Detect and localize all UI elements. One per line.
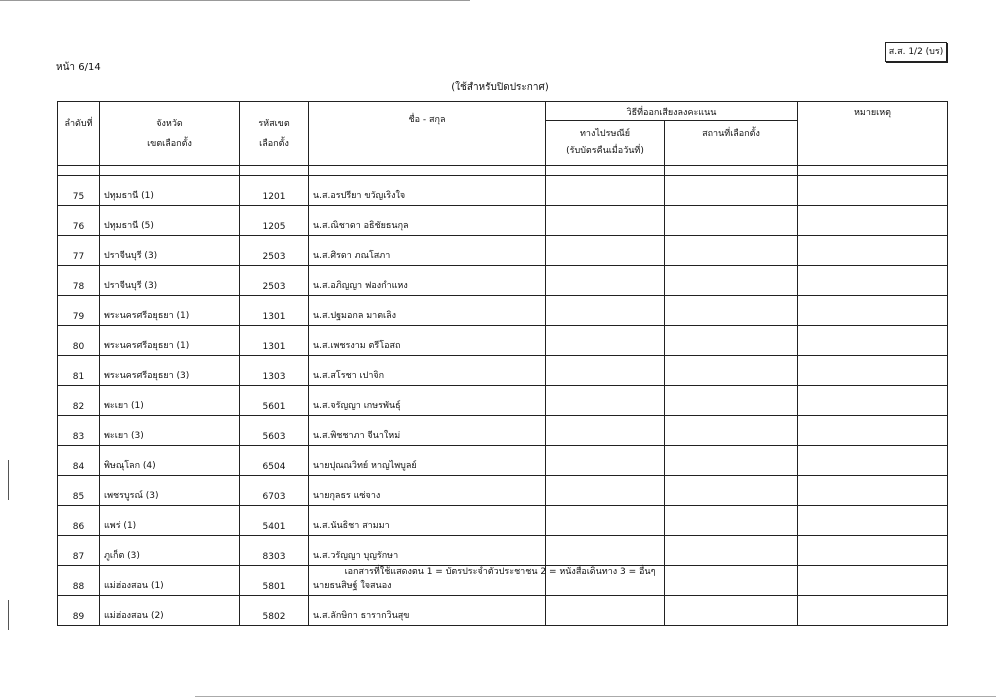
row-name: นายกุลธร แซ่จาง — [309, 476, 546, 506]
row-polling-place — [665, 476, 798, 506]
row-province: แม่ฮ่องสอน (1) — [100, 566, 240, 596]
row-remarks — [798, 266, 948, 296]
row-polling-place — [665, 296, 798, 326]
row-by-post — [546, 206, 665, 236]
row-polling-place — [665, 266, 798, 296]
row-province: ปราจีนบุรี (3) — [100, 236, 240, 266]
row-name: น.ส.ศิรดา ภณโสภา — [309, 236, 546, 266]
row-polling-place — [665, 536, 798, 566]
row-province: ภูเก็ต (3) — [100, 536, 240, 566]
table-row — [58, 596, 948, 626]
row-polling-place — [665, 386, 798, 416]
table-row — [58, 176, 948, 206]
row-number: 83 — [58, 416, 100, 446]
row-remarks — [798, 386, 948, 416]
header-spacer-row — [58, 166, 948, 176]
row-name: น.ส.สโรชา เปาจิก — [309, 356, 546, 386]
row-number: 82 — [58, 386, 100, 416]
row-district-code: 5801 — [240, 566, 309, 596]
table-row — [58, 536, 948, 566]
row-province: แพร่ (1) — [100, 506, 240, 536]
row-by-post — [546, 356, 665, 386]
header-district-code: รหัสเขต เลือกตั้ง — [240, 102, 309, 166]
row-name: น.ส.ลักษิกา ธารากวินสุข — [309, 596, 546, 626]
document-subtitle: (ใช้สำหรับปิดประกาศ) — [451, 82, 549, 93]
row-polling-place — [665, 326, 798, 356]
row-number: 87 — [58, 536, 100, 566]
table-row — [58, 296, 948, 326]
scan-margin-mark — [8, 460, 9, 500]
row-number: 80 — [58, 326, 100, 356]
header-voting-method: วิธีที่ออกเสียงลงคะแนน — [546, 102, 798, 121]
row-remarks — [798, 206, 948, 236]
row-province: ปราจีนบุรี (3) — [100, 266, 240, 296]
row-polling-place — [665, 236, 798, 266]
row-province: พระนครศรีอยุธยา (1) — [100, 296, 240, 326]
row-province: พะเยา (3) — [100, 416, 240, 446]
row-number: 78 — [58, 266, 100, 296]
row-remarks — [798, 566, 948, 596]
row-district-code: 5603 — [240, 416, 309, 446]
row-district-code: 8303 — [240, 536, 309, 566]
page-number: หน้า 6/14 — [56, 62, 101, 73]
row-district-code: 5802 — [240, 596, 309, 626]
row-by-post — [546, 536, 665, 566]
row-name: น.ส.จรัญญา เกษรพันธุ์ — [309, 386, 546, 416]
row-polling-place — [665, 506, 798, 536]
top-edge-line — [0, 0, 470, 1]
row-district-code: 2503 — [240, 266, 309, 296]
row-by-post — [546, 446, 665, 476]
row-district-code: 1205 — [240, 206, 309, 236]
table-row — [58, 386, 948, 416]
row-polling-place — [665, 356, 798, 386]
form-code-box: ส.ส. 1/2 (บร) — [885, 42, 947, 62]
row-number: 85 — [58, 476, 100, 506]
row-name: น.ส.วรัญญา บุญรักษา — [309, 536, 546, 566]
table-row — [58, 236, 948, 266]
row-province: ปทุมธานี (1) — [100, 176, 240, 206]
row-district-code: 5601 — [240, 386, 309, 416]
row-district-code: 1303 — [240, 356, 309, 386]
row-number: 76 — [58, 206, 100, 236]
header-order: ลำดับที่ — [58, 102, 100, 166]
header-polling-place: สถานที่เลือกตั้ง — [665, 121, 798, 166]
table-row — [58, 206, 948, 236]
table-row — [58, 266, 948, 296]
row-remarks — [798, 596, 948, 626]
candidate-table — [57, 101, 948, 626]
row-remarks — [798, 506, 948, 536]
row-name: น.ส.อภิญญา ฟองกำแหง — [309, 266, 546, 296]
row-district-code: 2503 — [240, 236, 309, 266]
row-province: ปทุมธานี (5) — [100, 206, 240, 236]
row-name: น.ส.นันธิชา สามมา — [309, 506, 546, 536]
row-province: พิษณุโลก (4) — [100, 446, 240, 476]
row-number: 89 — [58, 596, 100, 626]
row-remarks — [798, 356, 948, 386]
row-name: น.ส.ปฐมอกล มาตเลิง — [309, 296, 546, 326]
row-by-post — [546, 176, 665, 206]
table-row — [58, 476, 948, 506]
row-name: น.ส.เพชรงาม ตรีโอสถ — [309, 326, 546, 356]
row-province: แม่ฮ่องสอน (2) — [100, 596, 240, 626]
row-remarks — [798, 446, 948, 476]
row-number: 81 — [58, 356, 100, 386]
row-province: เพชรบูรณ์ (3) — [100, 476, 240, 506]
row-number: 84 — [58, 446, 100, 476]
row-polling-place — [665, 176, 798, 206]
row-district-code: 6703 — [240, 476, 309, 506]
table-row — [58, 356, 948, 386]
row-district-code: 1301 — [240, 326, 309, 356]
row-name: น.ส.พิชชาภา จีนาใหม่ — [309, 416, 546, 446]
row-remarks — [798, 296, 948, 326]
row-remarks — [798, 176, 948, 206]
row-name: น.ส.ณิชาดา อธิชัยธนกุล — [309, 206, 546, 236]
header-province: จังหวัด เขตเลือกตั้ง — [100, 102, 240, 166]
row-by-post — [546, 266, 665, 296]
row-remarks — [798, 326, 948, 356]
row-polling-place — [665, 446, 798, 476]
row-by-post — [546, 596, 665, 626]
row-district-code: 1301 — [240, 296, 309, 326]
row-district-code: 1201 — [240, 176, 309, 206]
row-remarks — [798, 236, 948, 266]
candidate-rows — [58, 176, 948, 626]
row-by-post — [546, 416, 665, 446]
row-by-post — [546, 476, 665, 506]
row-by-post — [546, 506, 665, 536]
row-by-post — [546, 236, 665, 266]
row-remarks — [798, 536, 948, 566]
row-remarks — [798, 416, 948, 446]
row-number: 86 — [58, 506, 100, 536]
table-row — [58, 446, 948, 476]
scan-margin-mark — [8, 600, 9, 630]
header-by-post: ทางไปรษณีย์ (รับบัตรคืนเมื่อวันที่) — [546, 121, 665, 166]
row-by-post — [546, 326, 665, 356]
header-remarks: หมายเหตุ — [798, 102, 948, 166]
row-number: 77 — [58, 236, 100, 266]
row-polling-place — [665, 206, 798, 236]
row-province: พระนครศรีอยุธยา (3) — [100, 356, 240, 386]
row-province: พระนครศรีอยุธยา (1) — [100, 326, 240, 356]
table-row — [58, 416, 948, 446]
row-name: นายปุณณวิทย์ หาญไพบูลย์ — [309, 446, 546, 476]
row-polling-place — [665, 596, 798, 626]
row-province: พะเยา (1) — [100, 386, 240, 416]
table-row — [58, 506, 948, 536]
row-polling-place — [665, 416, 798, 446]
row-district-code: 5401 — [240, 506, 309, 536]
header-name: ชื่อ - สกุล — [309, 102, 546, 166]
row-name: น.ส.อรปรียา ขวัญเริงใจ — [309, 176, 546, 206]
row-number: 88 — [58, 566, 100, 596]
table-row — [58, 326, 948, 356]
row-number: 75 — [58, 176, 100, 206]
row-by-post — [546, 386, 665, 416]
row-by-post — [546, 296, 665, 326]
row-district-code: 6504 — [240, 446, 309, 476]
row-remarks — [798, 476, 948, 506]
row-name: นายธนสิษฐ์ ใจสนอง — [309, 566, 546, 596]
bottom-edge-line — [195, 696, 996, 697]
footnote: เอกสารที่ใช้แสดงตน 1 = บัตรประจำตัวประชาชน 2 = หนังสือเดินทาง 3 = อื่นๆ — [344, 567, 656, 577]
row-number: 79 — [58, 296, 100, 326]
